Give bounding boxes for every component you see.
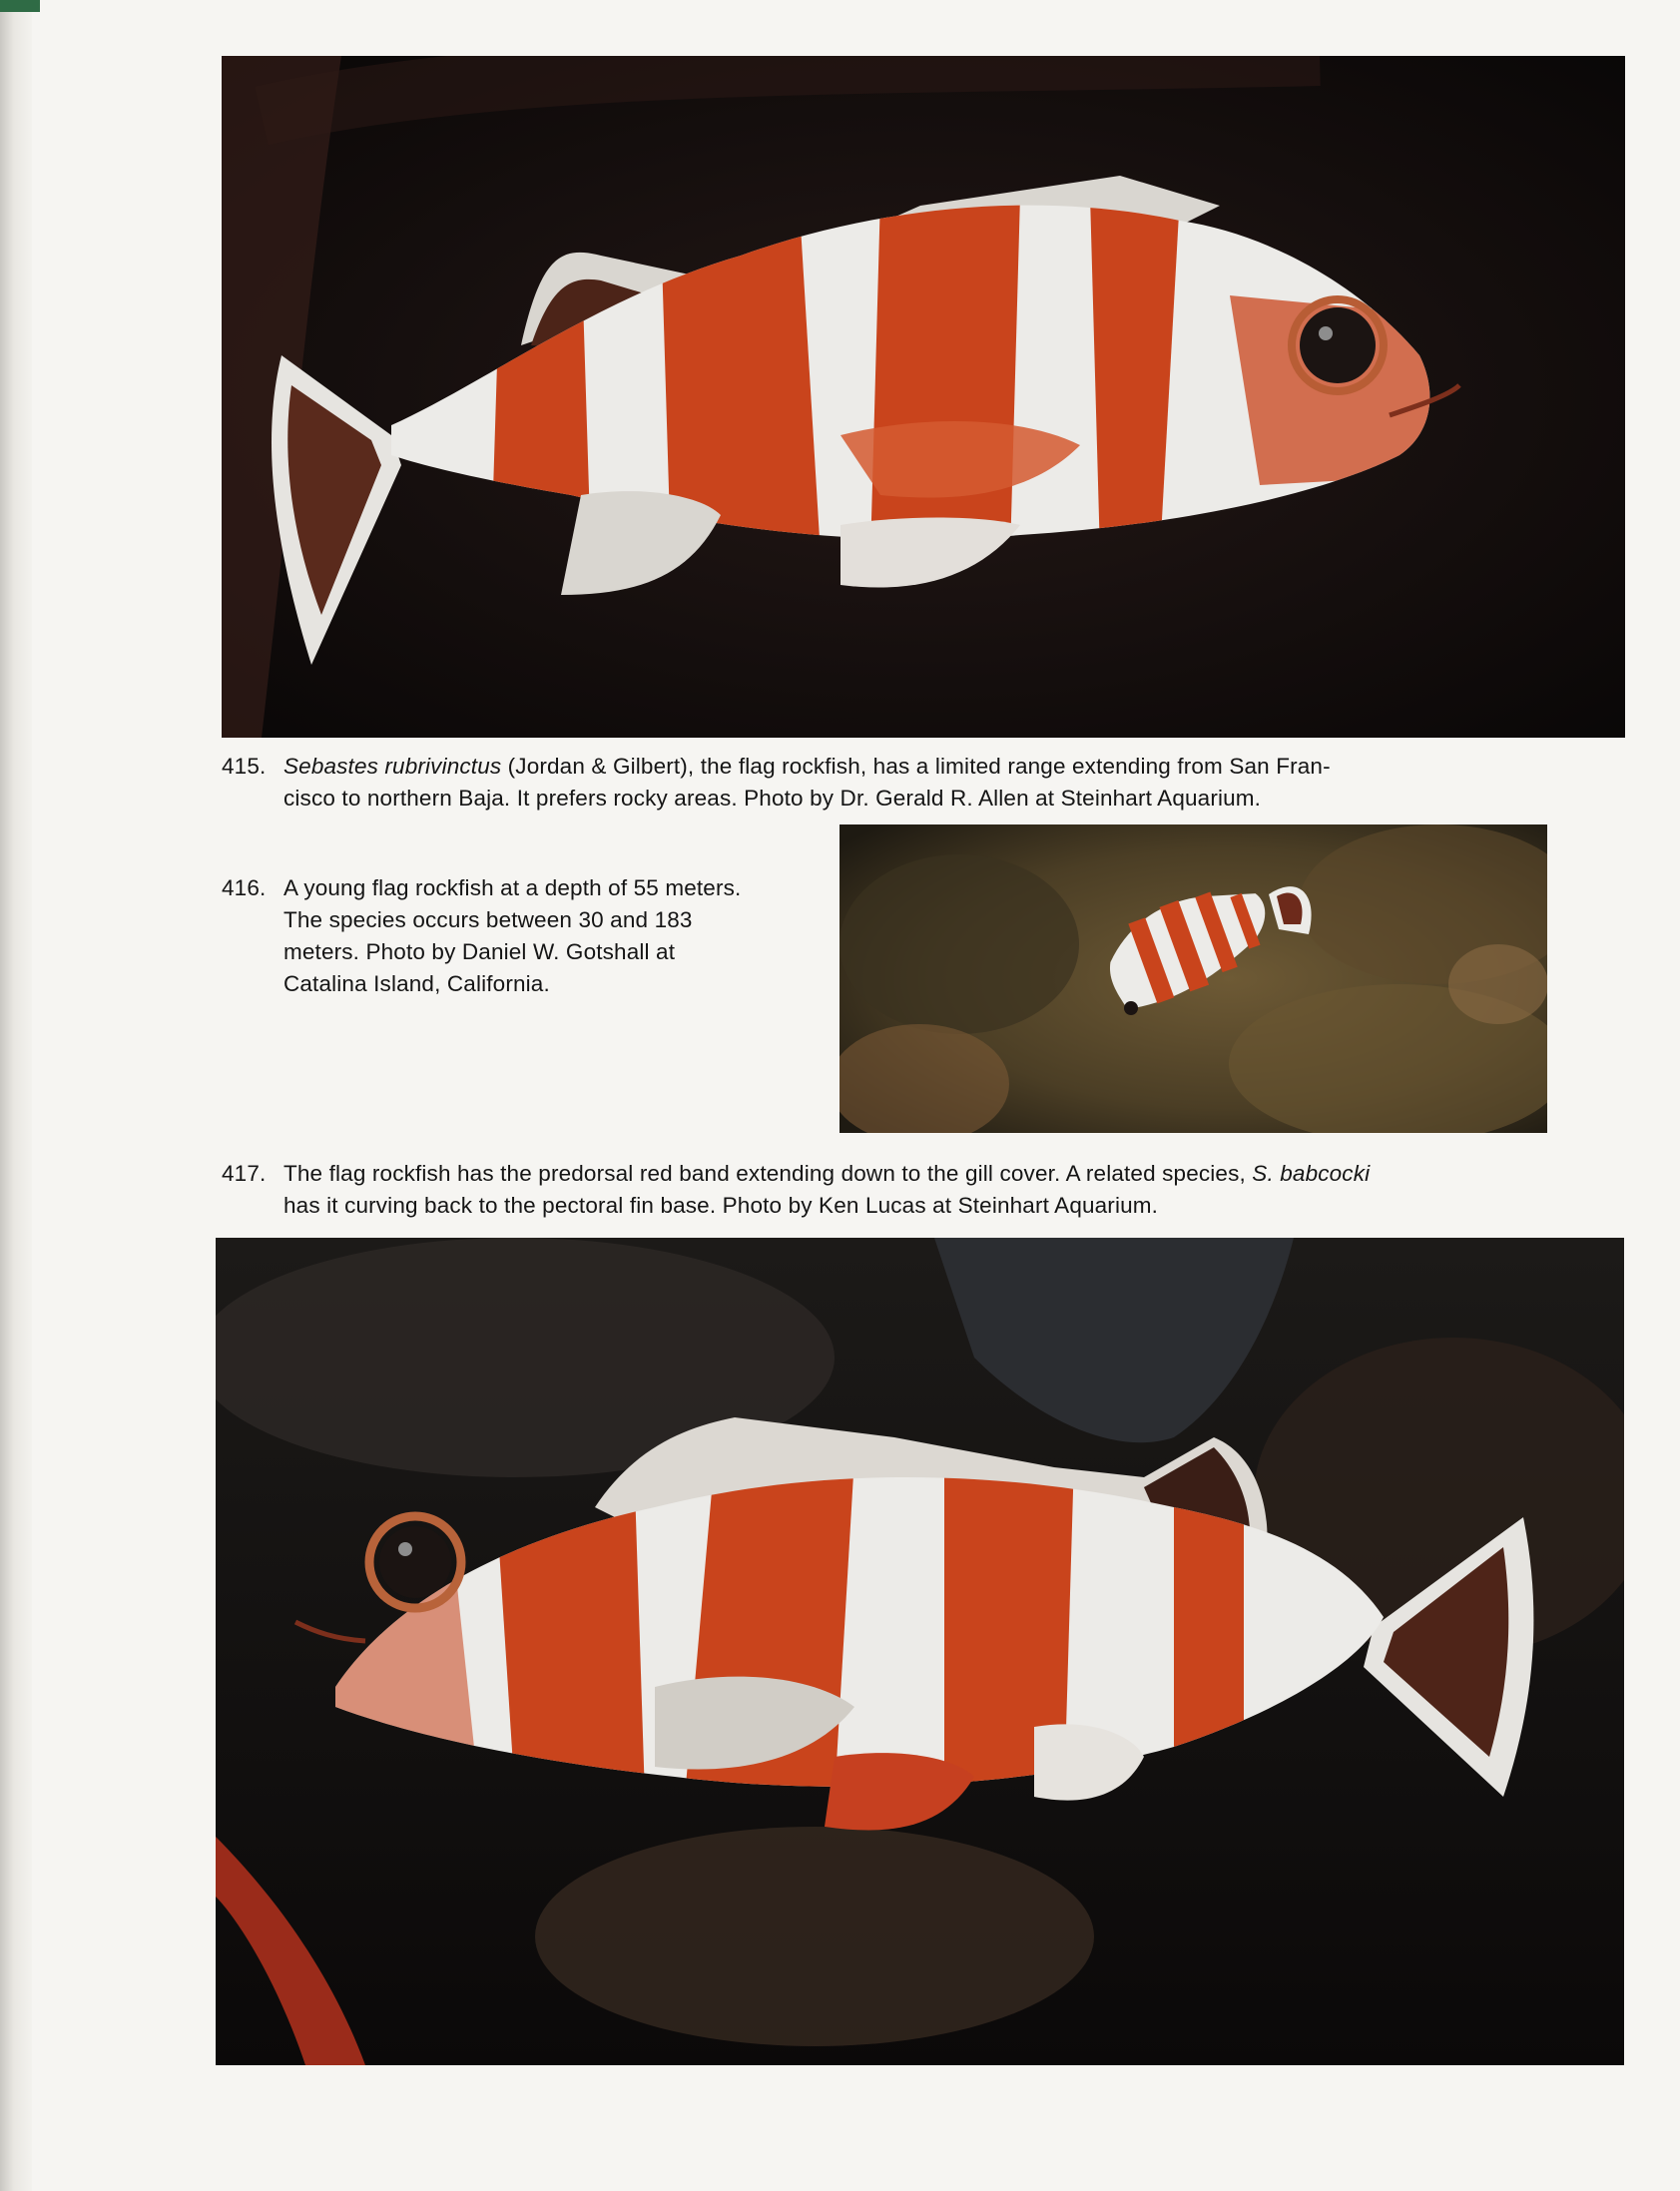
- caption-415-text: [283, 751, 1625, 815]
- flag-rockfish-illustration-417: [216, 1238, 1624, 2065]
- caption-415-line-1: [283, 751, 1625, 783]
- caption-417-line-1-start: The flag rockfish has the predorsal red band extending down to the gill cover. A related species,: [283, 1161, 1253, 1186]
- photo-417-flag-rockfish: [216, 1238, 1624, 2065]
- related-species-name: S. babcocki: [1252, 1161, 1371, 1186]
- caption-416-line-4: Catalina Island, California.: [283, 971, 550, 996]
- caption-415-line-2: cisco to northern Baja. It prefers rocky areas. Photo by Dr. Gerald R. Allen at Steinhart Aquarium.: [283, 786, 1262, 811]
- caption-417-line-1: [283, 1158, 1625, 1190]
- book-spine-edge: [0, 0, 32, 2191]
- caption-416-line-1: A young flag rockfish at a depth of 55 meters.: [283, 875, 742, 900]
- figure-number-416: 416.: [222, 875, 267, 900]
- caption-417-line-2: has it curving back to the pectoral fin base. Photo by Ken Lucas at Steinhart Aquarium.: [283, 1193, 1159, 1218]
- caption-415: [222, 751, 1625, 821]
- caption-416: [222, 872, 821, 1002]
- photo-415-flag-rockfish: [222, 56, 1625, 738]
- caption-416-line-2: The species occurs between 30 and 183: [283, 907, 693, 932]
- figure-number-415: 415.: [222, 754, 267, 779]
- flag-rockfish-illustration-415: [222, 56, 1625, 738]
- caption-416-text: [283, 872, 818, 1000]
- caption-415-line-1-rest: (Jordan & Gilbert), the flag rockfish, has a limited range extending from San Fran-: [501, 754, 1331, 779]
- caption-417-text: [283, 1158, 1625, 1222]
- species-name-415: Sebastes rubrivinctus: [283, 754, 502, 779]
- figure-number-417: 417.: [222, 1161, 267, 1186]
- caption-417: [222, 1158, 1625, 1228]
- young-flag-rockfish-illustration-416: [840, 824, 1547, 1133]
- spine-color-tab: [0, 0, 40, 12]
- photo-416-young-flag-rockfish: [840, 824, 1547, 1133]
- caption-416-line-3: meters. Photo by Daniel W. Gotshall at: [283, 939, 676, 964]
